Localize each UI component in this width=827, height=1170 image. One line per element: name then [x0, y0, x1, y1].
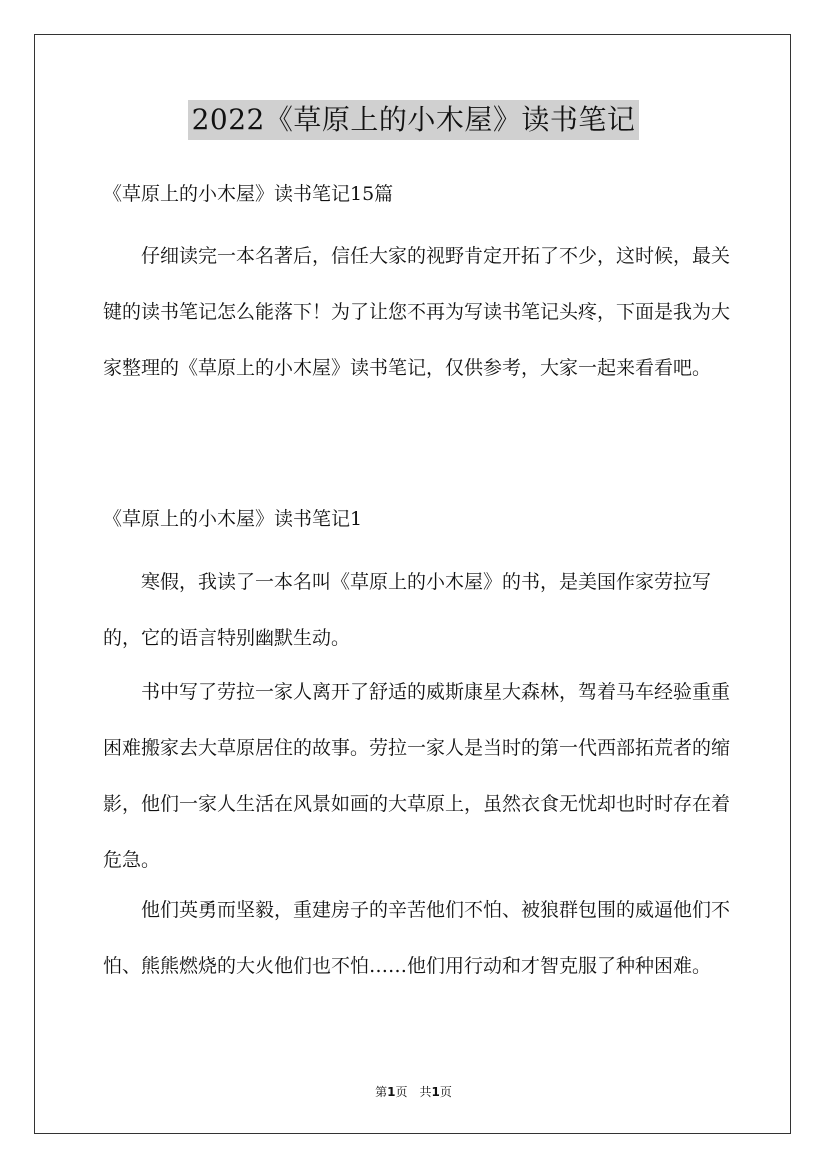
- footer-page-mid: 页 共: [395, 1085, 432, 1099]
- document-subtitle: 《草原上的小木屋》读书笔记15篇: [103, 183, 394, 205]
- page-footer: [0, 1083, 827, 1100]
- section-heading: 《草原上的小木屋》读书笔记1: [103, 508, 363, 530]
- footer-page-suffix: 页: [439, 1085, 452, 1099]
- document-title: 2022《草原上的小木屋》读书笔记: [188, 100, 640, 140]
- footer-page-prefix: 第: [375, 1085, 388, 1099]
- footer-page-total: 1: [431, 1085, 440, 1099]
- intro-paragraph: 仔细读完一本名著后，信任大家的视野肯定开拓了不少，这时候，最关键的读书笔记怎么能落下！为了让您不再为写读书笔记头疼，下面是我为大家整理的《草原上的小木屋》读书笔记，仅供参考，大家一起来看看吧。: [103, 245, 731, 379]
- body-paragraph-2: 书中写了劳拉一家人离开了舒适的威斯康星大森林，驾着马车经验重重困难搬家去大草原居住的故事。劳拉一家人是当时的第一代西部拓荒者的缩影，他们一家人生活在风景如画的大草原上，虽然衣食无忧却也时时存在着危急。: [103, 681, 731, 871]
- footer-page-number: 1: [387, 1085, 396, 1099]
- body-paragraph-1: 寒假，我读了一本名叫《草原上的小木屋》的书，是美国作家劳拉写的，它的语言特别幽默生动。: [103, 571, 712, 649]
- title-container: [0, 100, 827, 140]
- body-paragraph-3: 他们英勇而坚毅，重建房子的辛苦他们不怕、被狼群包围的威逼他们不怕、熊熊燃烧的大火他们也不怕……他们用行动和才智克服了种种困难。: [103, 899, 731, 977]
